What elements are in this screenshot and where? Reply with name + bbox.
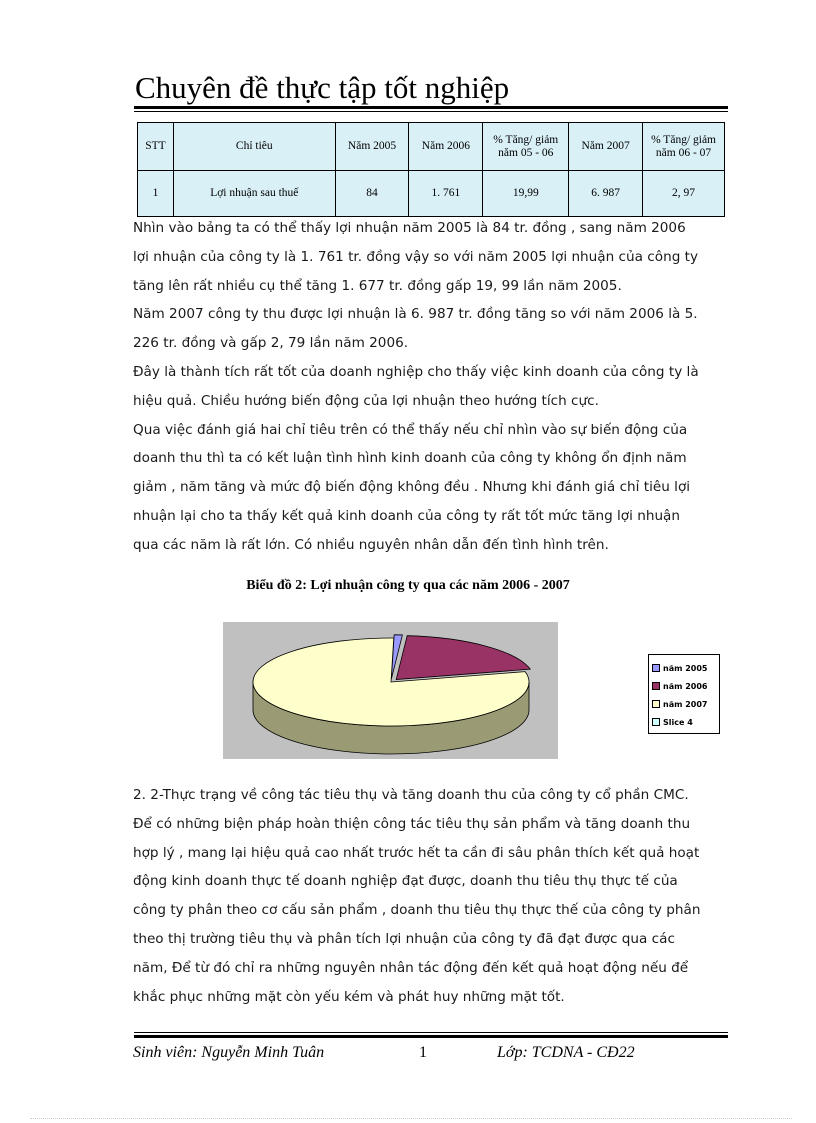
legend-label: năm 2006 [663, 681, 708, 691]
paragraph-line: công ty phân theo cơ cấu sản phẩm , doanh thu tiêu thụ thực thế của công ty phân [133, 902, 701, 919]
chart-title: Biểu đồ 2: Lợi nhuận công ty qua các năm 2006 - 2007 [246, 578, 570, 593]
table-cell: Lợi nhuận sau thuế [173, 171, 335, 217]
paragraph-line: Đây là thành tích rất tốt của doanh nghiệp cho thấy việc kinh doanh của công ty là [133, 363, 699, 380]
header-rule-thin [134, 111, 728, 112]
paragraph-line: năm, Để từ đó chỉ ra những nguyên nhân tác động đến kết quả hoạt động nếu để [133, 959, 689, 976]
table-header-row [138, 123, 725, 171]
page-footer [133, 1040, 733, 1070]
paragraph-line: khắc phục những mặt còn yếu kém và phát huy những mặt tốt. [133, 988, 565, 1005]
legend-label: năm 2005 [663, 663, 708, 673]
pie-slices [253, 635, 530, 754]
legend-swatch [652, 682, 660, 690]
page-title: Chuyên đề thực tập tốt nghiệp [135, 70, 510, 105]
paragraph-line: hiệu quả. Chiều hướng biến động của lợi nhuận theo hướng tích cực. [133, 392, 599, 409]
table-cell: 84 [335, 171, 409, 217]
section-text [133, 781, 733, 1011]
paragraph-line: lợi nhuận của công ty là 1. 761 tr. đồng vậy so với năm 2005 lợi nhuận của công ty [133, 248, 699, 265]
chart-legend [648, 654, 720, 734]
profit-pie-chart [223, 622, 558, 759]
footer-rule-thick [134, 1035, 728, 1038]
table-cell: 19,99 [483, 171, 569, 217]
paragraph-line: 226 tr. đồng và gấp 2, 79 lần năm 2006. [133, 335, 409, 352]
table-row [138, 171, 725, 217]
table-header-cell: % Tăng/ giảm năm 06 - 07 [643, 123, 725, 171]
table-header-cell: Chỉ tiêu [173, 123, 335, 171]
legend-item [652, 695, 719, 713]
table-cell: 2, 97 [643, 171, 725, 217]
legend-item [652, 659, 719, 677]
legend-swatch [652, 718, 660, 726]
legend-label: năm 2007 [663, 699, 708, 709]
paragraph-line: Qua việc đánh giá hai chỉ tiêu trên có thể thấy nếu chỉ nhìn vào sự biến động của [133, 421, 688, 438]
paragraph-line: Nhìn vào bảng ta có thể thấy lợi nhuận năm 2005 là 84 tr. đồng , sang năm 2006 [133, 220, 686, 236]
analysis-text [133, 214, 733, 560]
paragraph-line: 2. 2-Thực trạng về công tác tiêu thụ và tăng doanh thu của công ty cổ phần CMC. [133, 787, 689, 803]
profit-table [137, 122, 725, 217]
paragraph-line: giảm , năm tăng và mức độ biến động không đều . Nhưng khi đánh giá chỉ tiêu lợi [133, 479, 691, 496]
table-header-cell: % Tăng/ giảm năm 05 - 06 [483, 123, 569, 171]
legend-item [652, 677, 719, 695]
paragraph-line: qua các năm là rất lớn. Có nhiều nguyên nhân dẫn đến tình hình trên. [133, 536, 609, 553]
legend-item [652, 713, 719, 731]
paragraph-line: Năm 2007 công ty thu được lợi nhuận là 6. 987 tr. đồng tăng so với năm 2006 là 5. [133, 306, 698, 323]
paragraph-line: động kinh doanh thực tế doanh nghiệp đạt được, doanh thu tiêu thụ thực tế của [133, 873, 678, 890]
table-cell: 1 [138, 171, 174, 217]
footer-student: Sinh viên: Nguyễn Minh Tuân [133, 1044, 325, 1061]
page-number: 1 [419, 1044, 427, 1061]
table-header-cell: Năm 2006 [409, 123, 483, 171]
footer-rule-thin [134, 1032, 728, 1033]
legend-swatch [652, 664, 660, 672]
legend-swatch [652, 700, 660, 708]
table-header-cell: STT [138, 123, 174, 171]
paragraph-line: hợp lý , mang lại hiệu quả cao nhất trước hết ta cần đi sâu phân thích kết quả hoạt [133, 844, 700, 861]
page-edge-dots [30, 1118, 792, 1119]
paragraph-line: nhuận lại cho ta thấy kết quả kinh doanh của công ty rất tốt mức tăng lợi nhuận [133, 507, 681, 524]
header-rule-thick [134, 106, 728, 109]
table-header-cell: Năm 2005 [335, 123, 409, 171]
paragraph-line: tăng lên rất nhiều cụ thể tăng 1. 677 tr. đồng gấp 19, 99 lần năm 2005. [133, 277, 622, 294]
legend-label: Slice 4 [663, 717, 693, 727]
footer-class: Lớp: TCDNA - CĐ22 [497, 1044, 635, 1061]
paragraph-line: Để có những biện pháp hoàn thiện công tác tiêu thụ sản phẩm và tăng doanh thu [133, 815, 691, 832]
table-cell: 6. 987 [569, 171, 643, 217]
table-cell: 1. 761 [409, 171, 483, 217]
paragraph-line: doanh thu thì ta có kết luận tình hình kinh doanh của công ty không ổn định năm [133, 450, 687, 467]
table-header-cell: Năm 2007 [569, 123, 643, 171]
paragraph-line: theo thị trường tiêu thụ và phân tích lợi nhuận của công ty đã đạt được qua các [133, 930, 675, 947]
